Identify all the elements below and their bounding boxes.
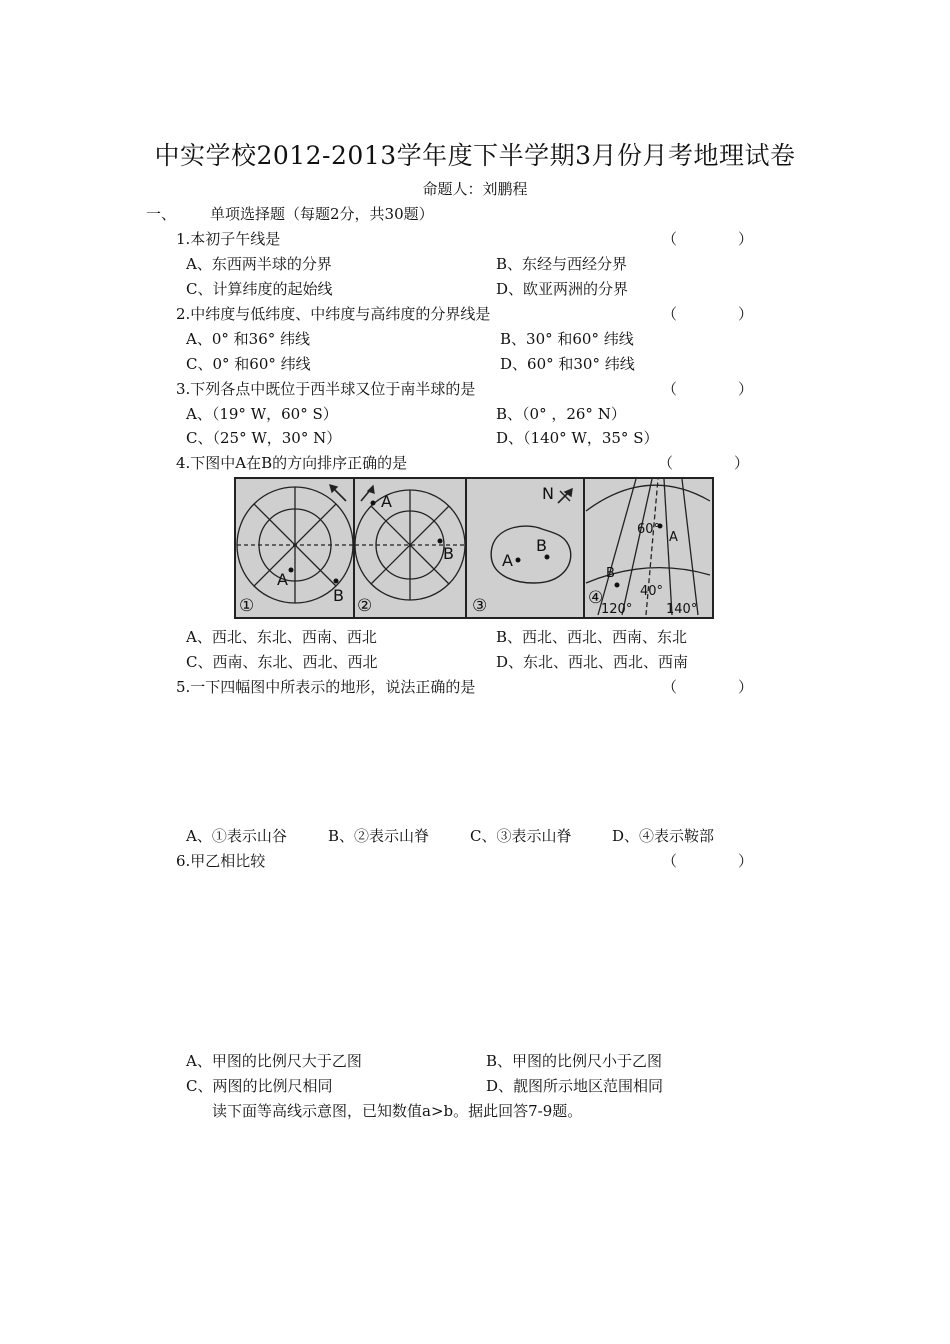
north-label: N [542, 484, 554, 503]
question-stem: 6.甲乙相比较 [176, 852, 266, 870]
point-b [545, 555, 550, 560]
panel-number: ① [239, 596, 255, 616]
option-d: D、（140° W，35° S） [496, 429, 659, 447]
option-d: D、④表示鞍部 [612, 827, 715, 845]
option-d: D、60° 和30° 纬线 [500, 355, 635, 373]
panel-number: ③ [472, 596, 488, 616]
panel-number: ④ [588, 588, 604, 608]
direction-figure [234, 477, 714, 619]
lon-120-label: 120° [601, 602, 633, 617]
option-b: B、西北、西北、西南、东北 [496, 628, 688, 646]
label-a: A [669, 530, 678, 545]
label-a: A [502, 551, 513, 570]
option-b: B、（0° ，26° N） [496, 405, 626, 423]
option-b: B、甲图的比例尺小于乙图 [486, 1052, 663, 1070]
point-b [615, 583, 620, 588]
option-a: A、（19° W，60° S） [186, 405, 338, 423]
point-a [371, 501, 376, 506]
question-stem: 2.中纬度与低纬度、中纬度与高纬度的分界线是 [176, 305, 491, 323]
option-c: C、两图的比例尺相同 [186, 1077, 333, 1095]
label-a: A [277, 570, 288, 589]
page-title: 中实学校2012-2013学年度下半学期3月份月考地理试卷 [154, 141, 796, 170]
option-a: A、东西两半球的分界 [186, 255, 332, 273]
option-c: C、③表示山脊 [470, 827, 572, 845]
option-b: B、东经与西经分界 [496, 255, 628, 273]
option-b: B、30° 和60° 纬线 [500, 330, 634, 348]
point-b [334, 579, 339, 584]
option-d: D、靓图所示地区范围相同 [486, 1077, 664, 1095]
option-c: C、（25° W，30° N） [186, 429, 342, 447]
option-c: C、0° 和60° 纬线 [186, 355, 311, 373]
lat-60-label: 60° [637, 522, 661, 537]
author-line: 命题人：刘鹏程 [422, 180, 528, 198]
option-c: C、西南、东北、西北、西北 [186, 653, 378, 671]
question-stem: 1.本初子午线是 [176, 230, 281, 248]
label-a: A [381, 492, 392, 511]
option-d: D、东北、西北、西北、西南 [496, 653, 689, 671]
label-b: B [536, 536, 547, 555]
lat-40-label: 40° [640, 584, 664, 599]
point-a [289, 568, 294, 573]
section-heading: 单项选择题（每题2分，共30题） [210, 205, 434, 223]
point-b [438, 539, 443, 544]
question-stem: 5.一下四幅图中所表示的地形，说法正确的是 [176, 678, 476, 696]
label-b: B [443, 544, 454, 563]
option-c: C、计算纬度的起始线 [186, 280, 333, 298]
option-a: A、西北、东北、西南、西北 [186, 628, 377, 646]
option-a: A、0° 和36° 纬线 [186, 330, 310, 348]
point-a [516, 558, 521, 563]
question-stem: 3.下列各点中既位于西半球又位于南半球的是 [176, 380, 476, 398]
lon-140-label: 140° [666, 602, 698, 617]
section-number: 一、 [146, 205, 177, 223]
label-b: B [333, 586, 344, 605]
arrow-icon [368, 486, 374, 493]
option-b: B、②表示山脊 [328, 827, 430, 845]
label-b: B [606, 566, 615, 581]
option-a: A、①表示山谷 [186, 827, 287, 845]
panel-number: ② [357, 596, 373, 616]
option-d: D、欧亚两洲的分界 [496, 280, 629, 298]
instruction-7-9: 读下面等高线示意图，已知数值a>b。据此回答7-9题。 [212, 1102, 583, 1120]
question-stem: 4.下图中A在B的方向排序正确的是 [176, 454, 408, 472]
option-a: A、甲图的比例尺大于乙图 [186, 1052, 362, 1070]
